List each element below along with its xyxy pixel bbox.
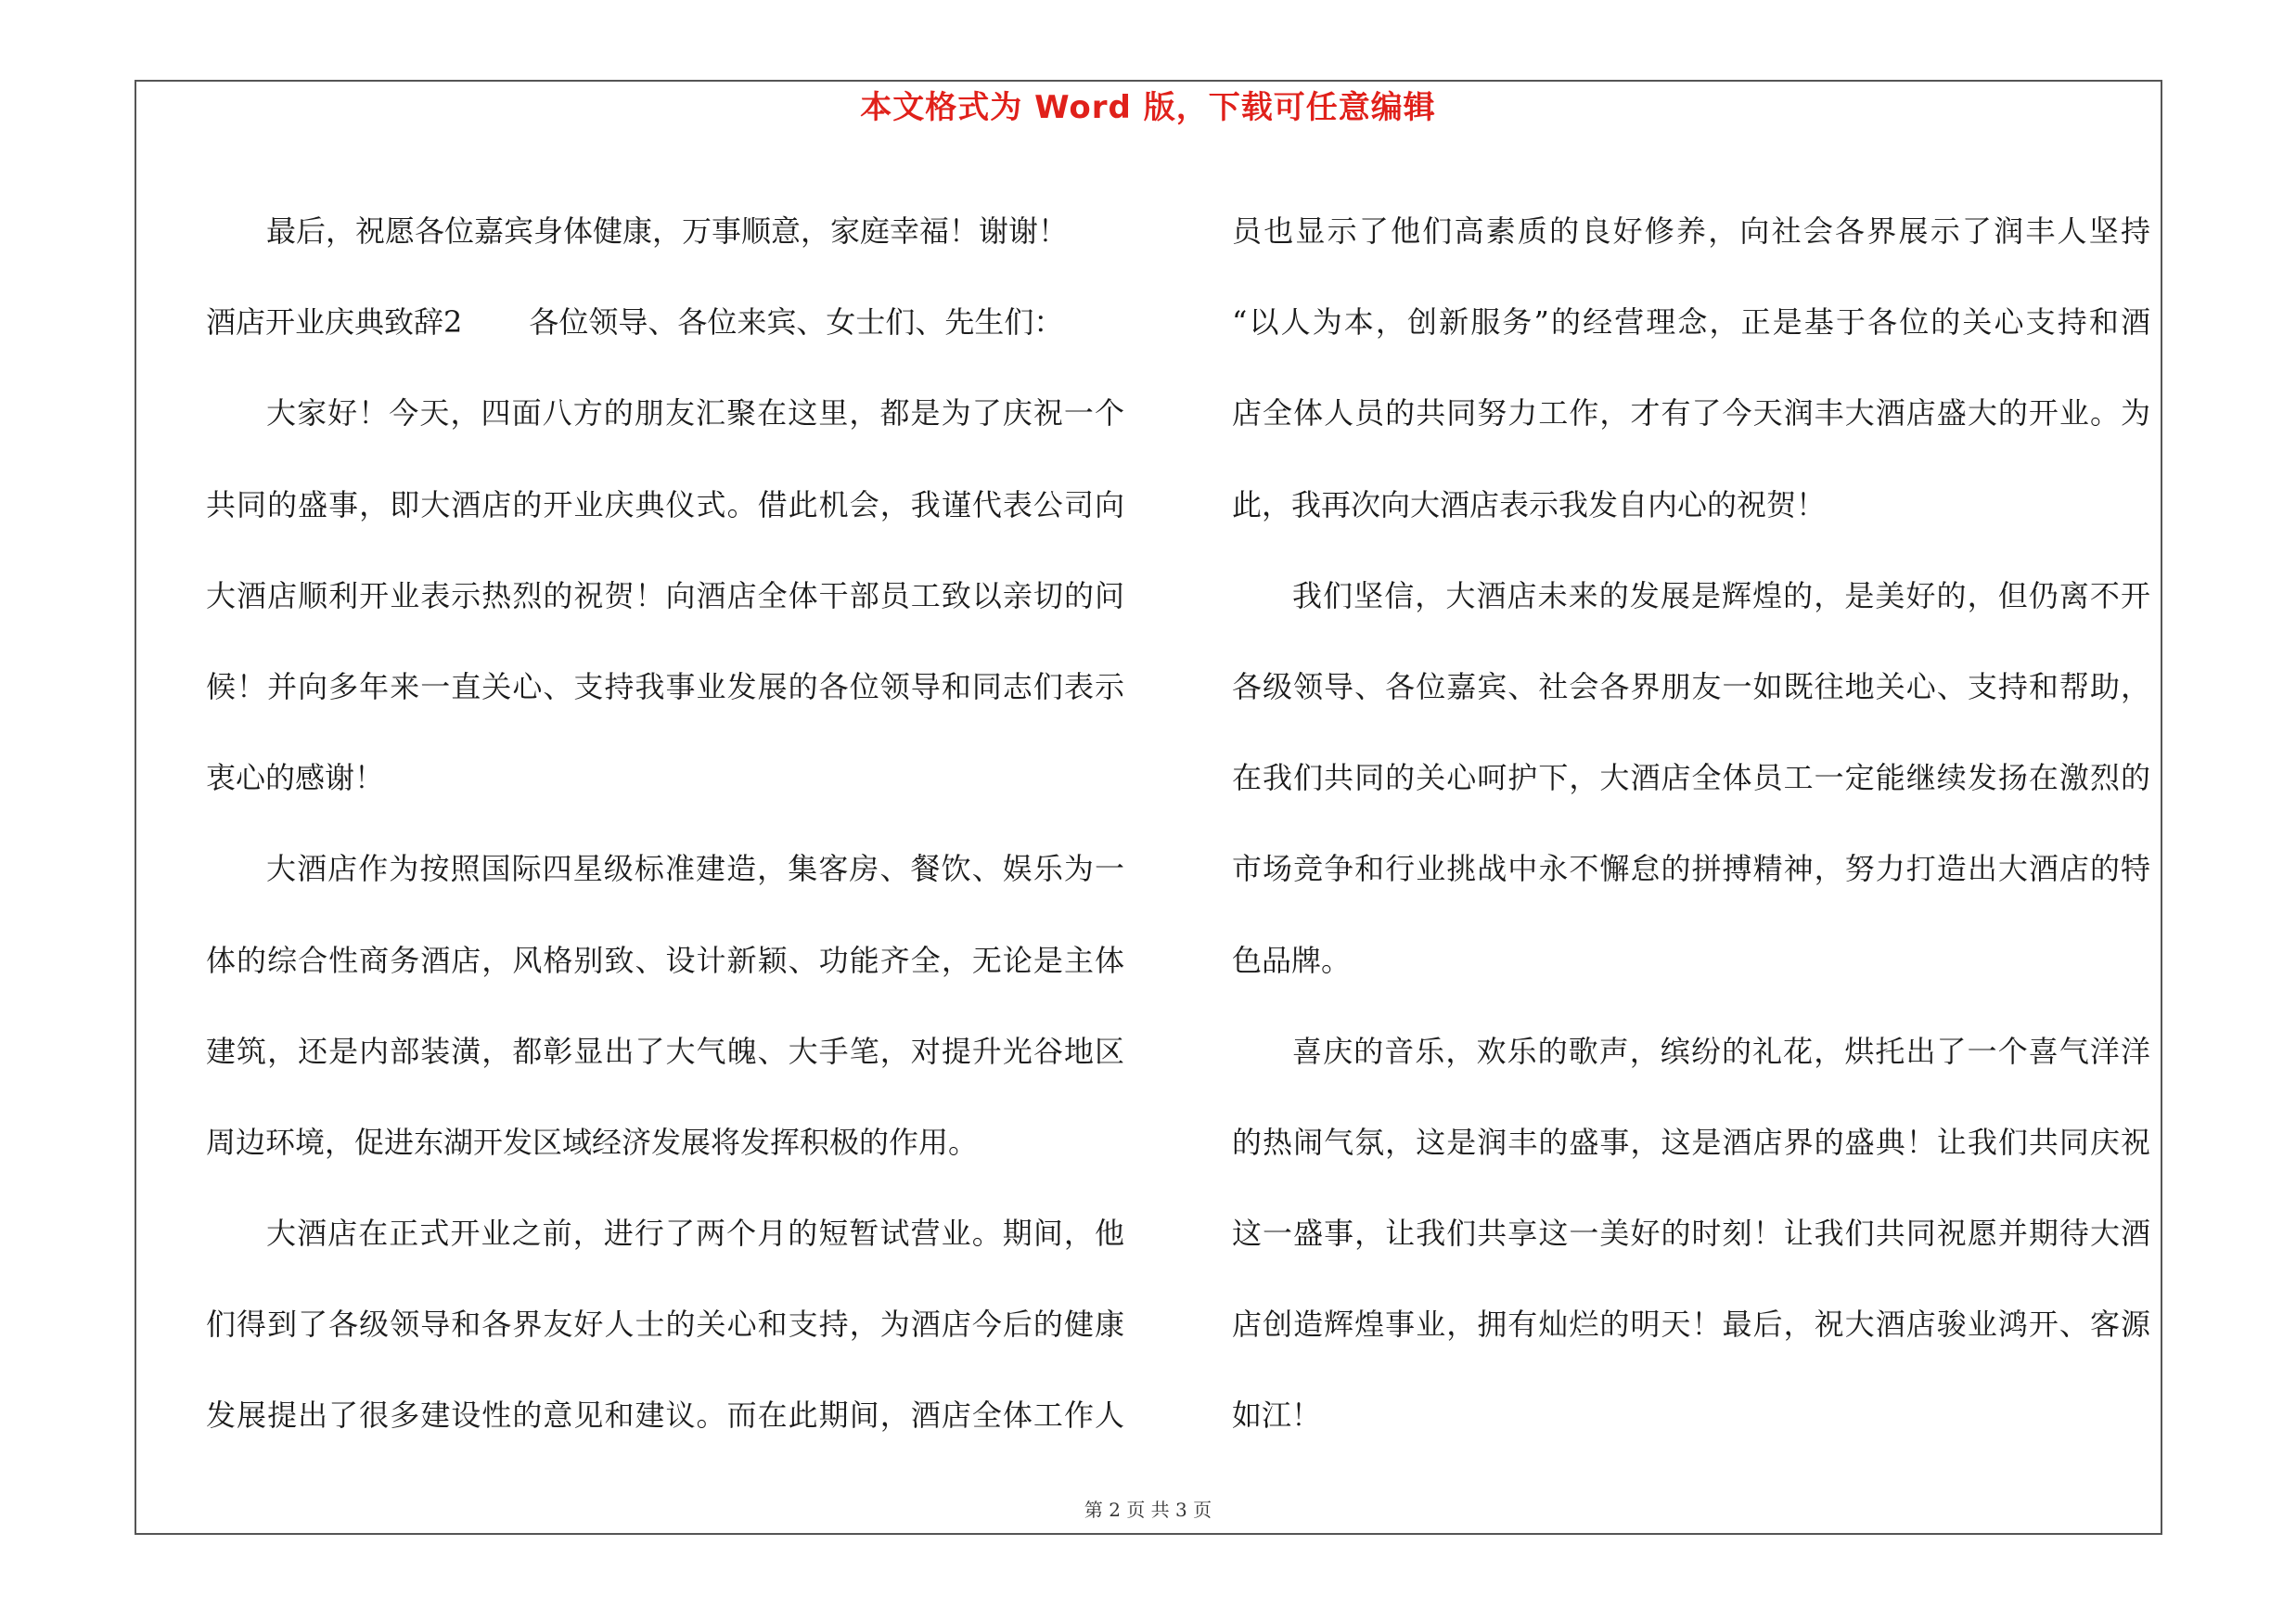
text-line: 大酒店顺利开业表示热烈的祝贺！向酒店全体干部员工致以亲切的问 [206, 577, 1124, 613]
text-line: 大酒店在正式开业之前，进行了两个月的短暂试营业。期间，他 [266, 1216, 1124, 1252]
page-number: 第 2 页 共 3 页 [1084, 1499, 1212, 1521]
text-line: 我们坚信，大酒店未来的发展是辉煌的，是美好的，但仍离不开 [1292, 577, 2150, 613]
section-title: 酒店开业庆典致辞2 [206, 304, 463, 341]
right-column [1232, 186, 2150, 1462]
format-banner: 本文格式为 Word 版，下载可任意编辑 [860, 89, 1436, 126]
text-line: 建筑，还是内部装潢，都彰显出了大气魄、大手笔，对提升光谷地区 [206, 1033, 1124, 1069]
left-column [206, 186, 1124, 1462]
text-line [206, 277, 1124, 367]
text-line: 发展提出了很多建设性的意见和建议。而在此期间，酒店全体工作人 [206, 1398, 1124, 1434]
text-line: 体的综合性商务酒店，风格别致、设计新颖、功能齐全，无论是主体 [206, 942, 1124, 978]
text-line: 店全体人员的共同努力工作，才有了今天润丰大酒店盛大的开业。为 [1232, 395, 2150, 432]
text-line: 各级领导、各位嘉宾、社会各界朋友一如既往地关心、支持和帮助， [1232, 668, 2150, 704]
text-line: 在我们共同的关心呵护下，大酒店全体员工一定能继续发扬在激烈的 [1232, 760, 2150, 796]
text-line: “以人为本，创新服务”的经营理念，正是基于各位的关心支持和酒 [1232, 304, 2150, 341]
text-line: 喜庆的音乐，欢乐的歌声，缤纷的礼花，烘托出了一个喜气洋洋 [1292, 1033, 2150, 1069]
text-line: 的热闹气氛，这是润丰的盛事，这是酒店界的盛典！让我们共同庆祝 [1232, 1124, 2150, 1160]
text-line: 员也显示了他们高素质的良好修养，向社会各界展示了润丰人坚持 [1232, 213, 2150, 249]
text-line: 如江！ [1232, 1398, 1322, 1434]
text-line: 市场竞争和行业挑战中永不懈怠的拼搏精神，努力打造出大酒店的特 [1232, 851, 2150, 887]
text-line: 大家好！今天，四面八方的朋友汇聚在这里，都是为了庆祝一个 [266, 395, 1124, 432]
text-line: 店创造辉煌事业，拥有灿烂的明天！最后，祝大酒店骏业鸿开、客源 [1232, 1307, 2150, 1343]
text-line: 色品牌。 [1232, 942, 1352, 978]
text-line: 最后，祝愿各位嘉宾身体健康，万事顺意，家庭幸福！谢谢！ [266, 213, 1069, 249]
text-line: 们得到了各级领导和各界友好人士的关心和支持，为酒店今后的健康 [206, 1307, 1124, 1343]
text-line: 大酒店作为按照国际四星级标准建造，集客房、餐饮、娱乐为一 [266, 851, 1124, 887]
text-line: 这一盛事，让我们共享这一美好的时刻！让我们共同祝愿并期待大酒 [1232, 1216, 2150, 1252]
text-line: 周边环境，促进东湖开发区域经济发展将发挥积极的作用。 [206, 1124, 979, 1160]
salutation: 各位领导、各位来宾、女士们、先生们： [529, 304, 1064, 341]
text-line: 候！并向多年来一直关心、支持我事业发展的各位领导和同志们表示 [206, 668, 1124, 704]
text-line: 共同的盛事，即大酒店的开业庆典仪式。借此机会，我谨代表公司向 [206, 486, 1124, 522]
text-line: 此，我再次向大酒店表示我发自内心的祝贺！ [1232, 486, 1827, 522]
text-line: 衷心的感谢！ [206, 760, 385, 796]
